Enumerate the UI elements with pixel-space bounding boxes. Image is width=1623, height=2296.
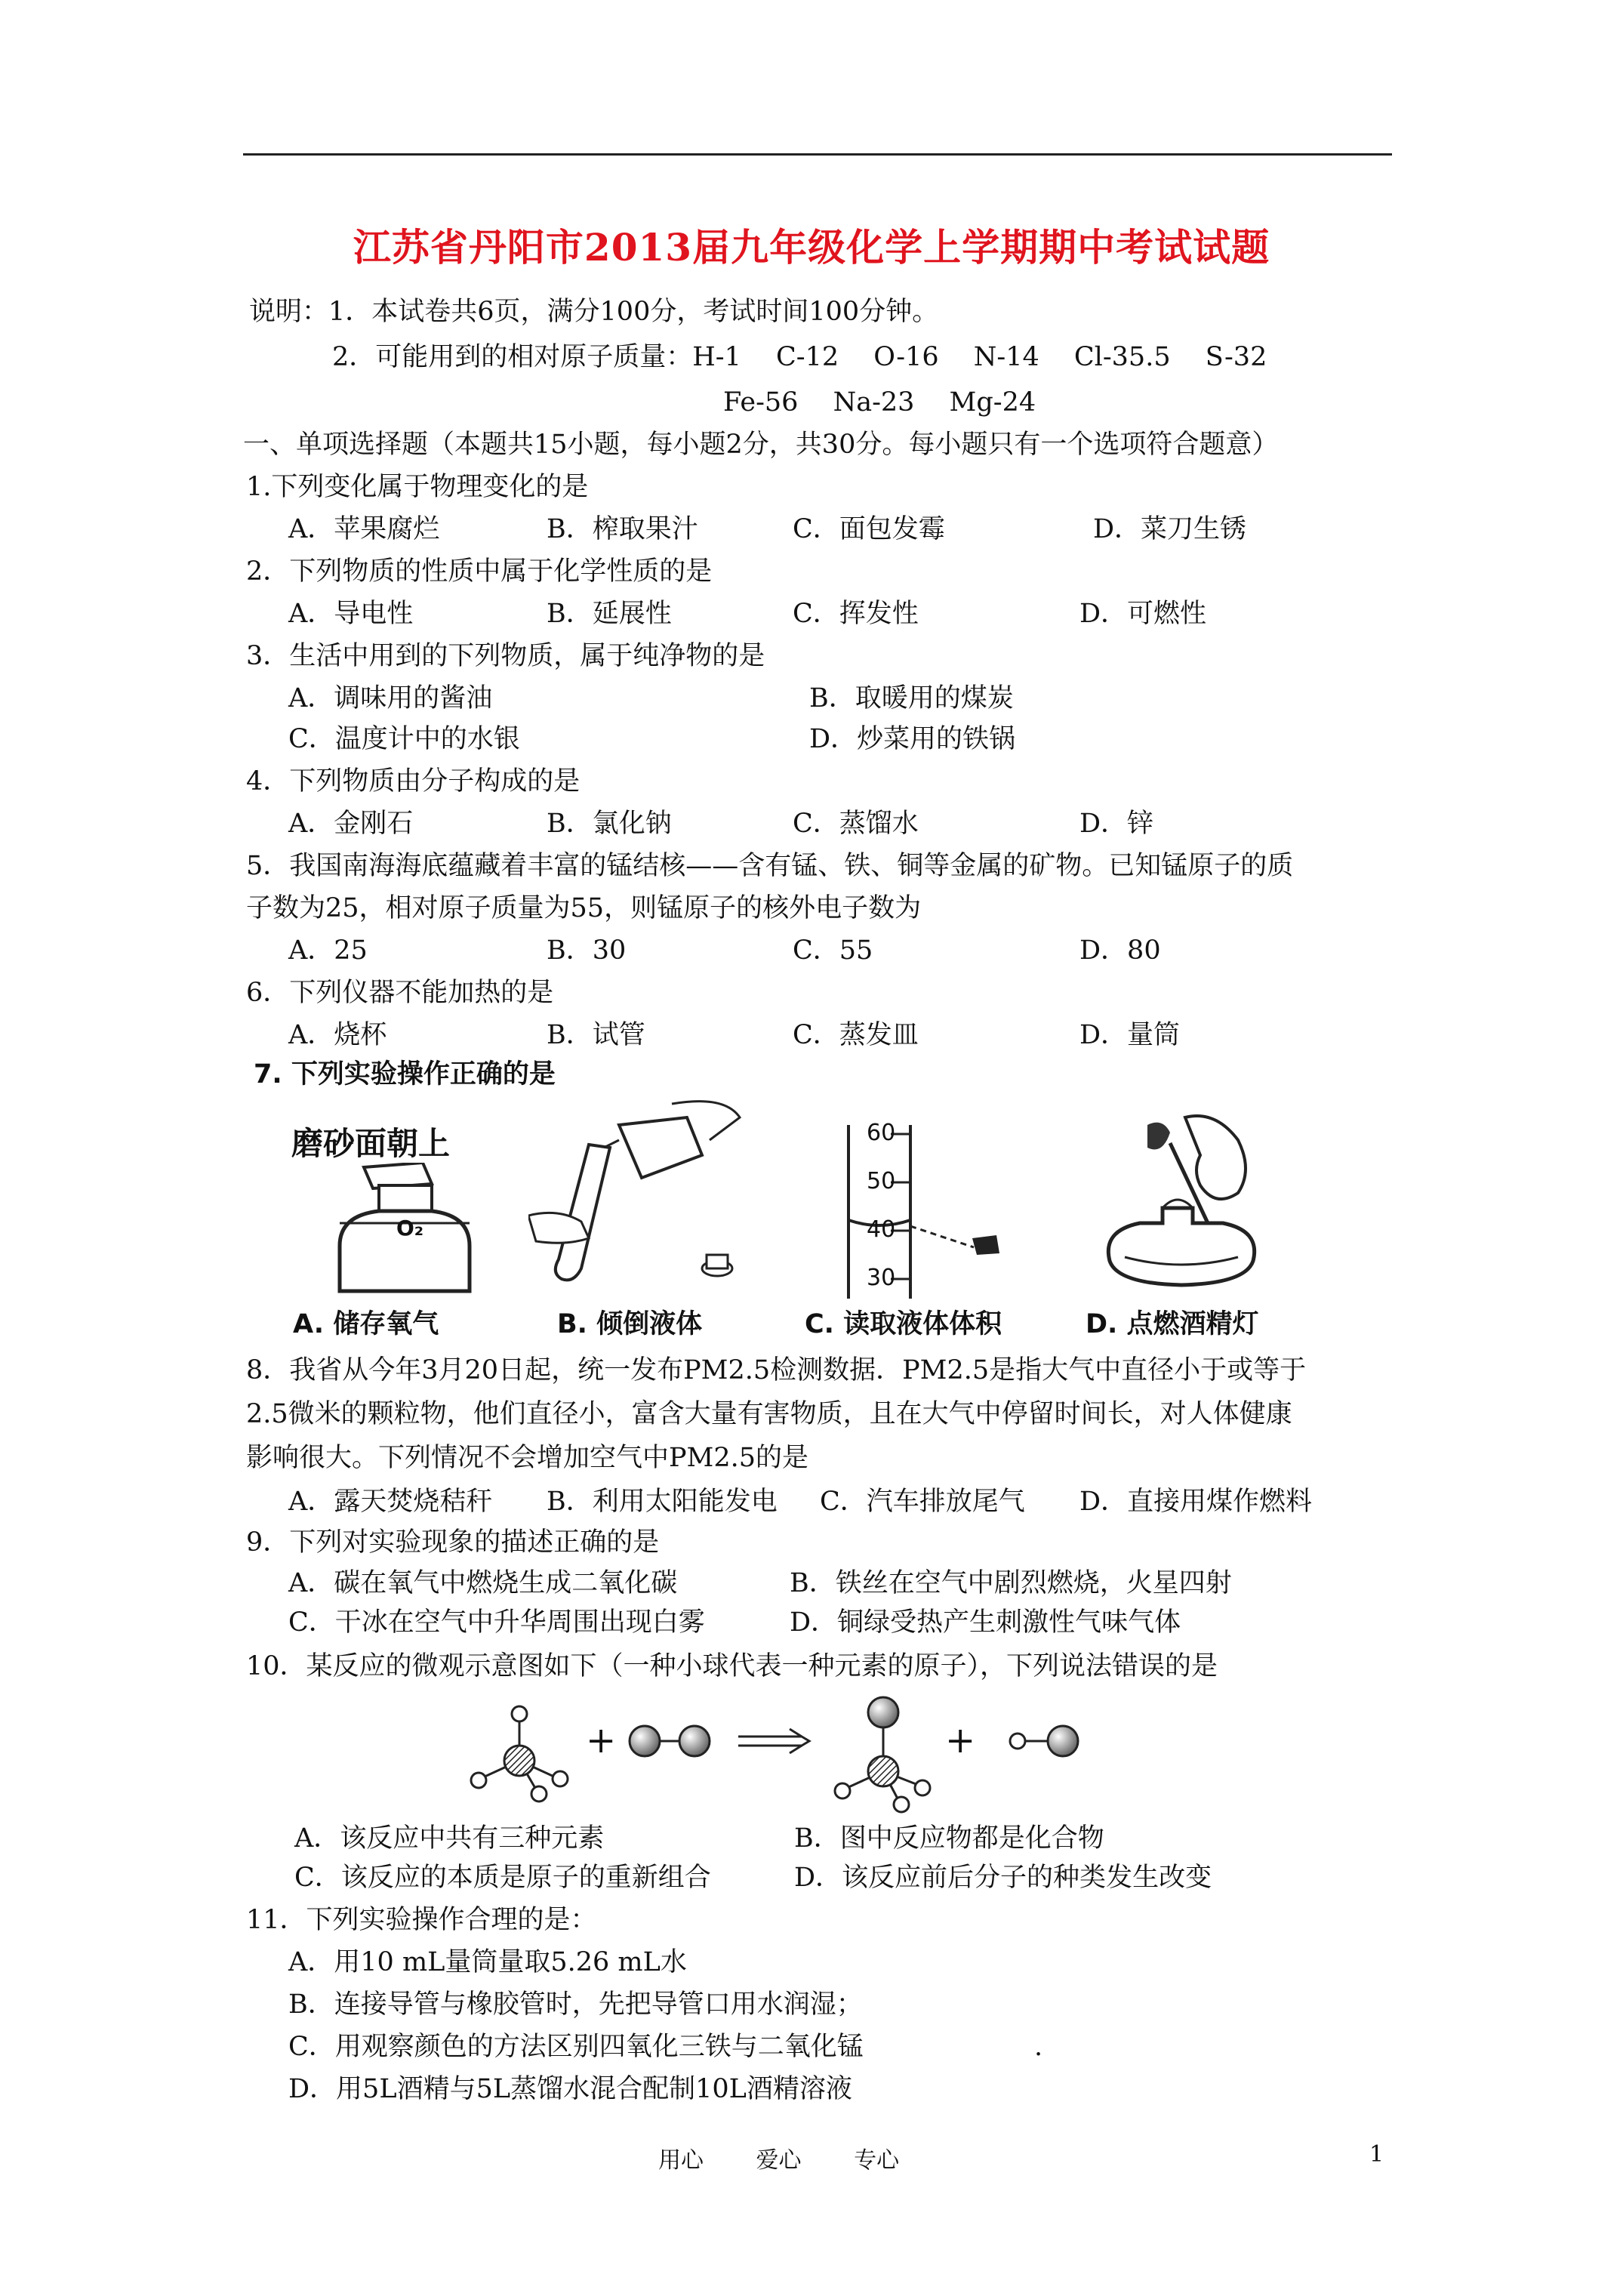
product-molecule-2 (1010, 1726, 1078, 1756)
q1-stem: 1.下列变化属于物理变化的是 (246, 472, 589, 502)
reactant-molecule-2 (630, 1726, 710, 1756)
q6-option-c: C．蒸发皿 (793, 1020, 919, 1050)
q4-option-a: A．金刚石 (288, 809, 414, 839)
q8-option-b: B．利用太阳能发电 (547, 1487, 778, 1517)
q1-option-d: D．菜刀生锈 (1093, 514, 1247, 544)
q7-cyl-tick-40: 40 (867, 1216, 896, 1243)
q7-bottle-label: O₂ (396, 1216, 424, 1240)
q4-option-d: D．锌 (1079, 809, 1154, 839)
q2-option-b: B．延展性 (547, 599, 672, 629)
q7-option-d: D. 点燃酒精灯 (1086, 1309, 1259, 1339)
q10-option-b: B．图中反应物都是化合物 (794, 1823, 1104, 1854)
q3-stem: 3．生活中用到的下列物质，属于纯净物的是 (246, 641, 765, 671)
q7-option-c: C. 读取液体体积 (805, 1309, 1002, 1339)
q7-figure-c-cylinder (838, 1117, 1012, 1299)
q1-option-a: A．苹果腐烂 (288, 514, 440, 544)
q2-option-c: C．挥发性 (793, 599, 919, 629)
q10-plus-1: + (586, 1719, 617, 1761)
q7-option-b: B. 倾倒液体 (557, 1309, 703, 1339)
q11-option-c-mark: . (1034, 2032, 1043, 2062)
section-heading: 一、单项选择题（本题共15小题，每小题2分，共30分。每小题只有一个选项符合题意） (243, 430, 1279, 460)
page-title: 江苏省丹阳市2013届九年级化学上学期期中考试试题 (353, 225, 1270, 270)
q9-option-a: A．碳在氧气中燃烧生成二氧化碳 (288, 1568, 678, 1598)
q11-option-b: B．连接导管与橡胶管时，先把导管口用水润湿； (288, 1989, 863, 2020)
q2-stem: 2．下列物质的性质中属于化学性质的是 (246, 556, 713, 587)
q7-option-a: A. 储存氧气 (293, 1309, 439, 1339)
q7-cyl-tick-30: 30 (867, 1265, 896, 1291)
q3-option-c: C．温度计中的水银 (288, 724, 520, 754)
reaction-arrow (738, 1729, 809, 1753)
q7-figure-a-label: 磨砂面朝上 (291, 1125, 451, 1162)
product-molecule-1 (835, 1697, 930, 1812)
instructions-line1: 说明：1．本试卷共6页，满分100分，考试时间100分钟。 (249, 297, 939, 327)
q6-stem: 6．下列仪器不能加热的是 (246, 978, 554, 1008)
q9-option-d: D．铜绿受热产生刺激性气味气体 (790, 1607, 1181, 1638)
q6-option-a: A．烧杯 (288, 1020, 387, 1050)
q3-option-b: B．取暖用的煤炭 (809, 683, 1014, 713)
q3-option-d: D．炒菜用的铁锅 (809, 724, 1016, 754)
q10-plus-2: + (945, 1719, 976, 1761)
q8-stem-line1: 8．我省从今年3月20日起，统一发布PM2.5检测数据．PM2.5是指大气中直径小于或等于 (246, 1355, 1307, 1385)
q7-cyl-tick-60: 60 (867, 1120, 896, 1146)
q10-option-c: C．该反应的本质是原子的重新组合 (294, 1863, 711, 1893)
page-number: 1 (1369, 2141, 1384, 2168)
q5-stem-line2: 子数为25，相对原子质量为55，则锰原子的核外电子数为 (246, 893, 922, 923)
footer-motto: 用心 爱心 专心 (658, 2147, 900, 2174)
q10-option-a: A．该反应中共有三种元素 (294, 1823, 605, 1854)
q9-stem: 9．下列对实验现象的描述正确的是 (246, 1527, 660, 1558)
q6-option-d: D．量筒 (1079, 1020, 1181, 1050)
q8-option-c: C．汽车排放尾气 (820, 1487, 1025, 1517)
q5-stem-line1: 5．我国南海海底蕴藏着丰富的锰结核——含有锰、铁、铜等金属的矿物。已知锰原子的质 (246, 851, 1294, 881)
q11-option-d: D．用5L酒精与5L蒸馏水混合配制10L酒精溶液 (288, 2074, 852, 2104)
q2-option-d: D．可燃性 (1079, 599, 1207, 629)
q8-option-d: D．直接用煤作燃料 (1079, 1487, 1313, 1517)
q7-figure-b-pouring (528, 1095, 755, 1299)
q5-option-a: A．25 (288, 935, 368, 966)
q10-reaction-diagram (460, 1688, 1110, 1817)
header-rule (243, 153, 1392, 156)
q8-stem-line3: 影响很大。下列情况不会增加空气中PM2.5的是 (246, 1443, 809, 1473)
q7-cyl-tick-50: 50 (867, 1168, 896, 1194)
q5-option-b: B．30 (547, 935, 627, 966)
q4-option-b: B．氯化钠 (547, 809, 672, 839)
q7-figure-d-lamps (1087, 1110, 1283, 1299)
q11-option-a: A．用10 mL量筒量取5.26 mL水 (288, 1947, 687, 1977)
q8-stem-line2: 2.5微米的颗粒物，他们直径小，富含大量有害物质，且在大气中停留时间长，对人体健康 (246, 1399, 1292, 1429)
q3-option-a: A．调味用的酱油 (288, 683, 493, 713)
q11-option-c: C．用观察颜色的方法区别四氧化三铁与二氧化锰 (288, 2032, 864, 2062)
q5-option-c: C．55 (793, 935, 873, 966)
q2-option-a: A．导电性 (288, 599, 414, 629)
q8-option-a: A．露天焚烧秸秆 (288, 1487, 493, 1517)
q4-stem: 4．下列物质由分子构成的是 (246, 766, 581, 797)
q1-option-c: C．面包发霉 (793, 514, 945, 544)
q9-option-b: B．铁丝在空气中剧烈燃烧，火星四射 (790, 1568, 1232, 1598)
q4-option-c: C．蒸馏水 (793, 809, 919, 839)
instructions-line2: 2．可能用到的相对原子质量：H-1 C-12 O-16 N-14 Cl-35.5 S-32 (332, 342, 1267, 372)
q9-option-c: C．干冰在空气中升华周围出现白雾 (288, 1607, 705, 1638)
reactant-molecule-1 (471, 1706, 568, 1801)
q1-option-b: B．榨取果汁 (547, 514, 698, 544)
q10-option-d: D．该反应前后分子的种类发生改变 (794, 1863, 1212, 1893)
q11-stem: 11．下列实验操作合理的是： (246, 1905, 597, 1935)
q6-option-b: B．试管 (547, 1020, 645, 1050)
q10-stem: 10．某反应的微观示意图如下（一种小球代表一种元素的原子），下列说法错误的是 (246, 1651, 1218, 1681)
instructions-line3: Fe-56 Na-23 Mg-24 (723, 387, 1036, 418)
q5-option-d: D．80 (1079, 935, 1161, 966)
q7-stem: 7. 下列实验操作正确的是 (254, 1059, 556, 1089)
